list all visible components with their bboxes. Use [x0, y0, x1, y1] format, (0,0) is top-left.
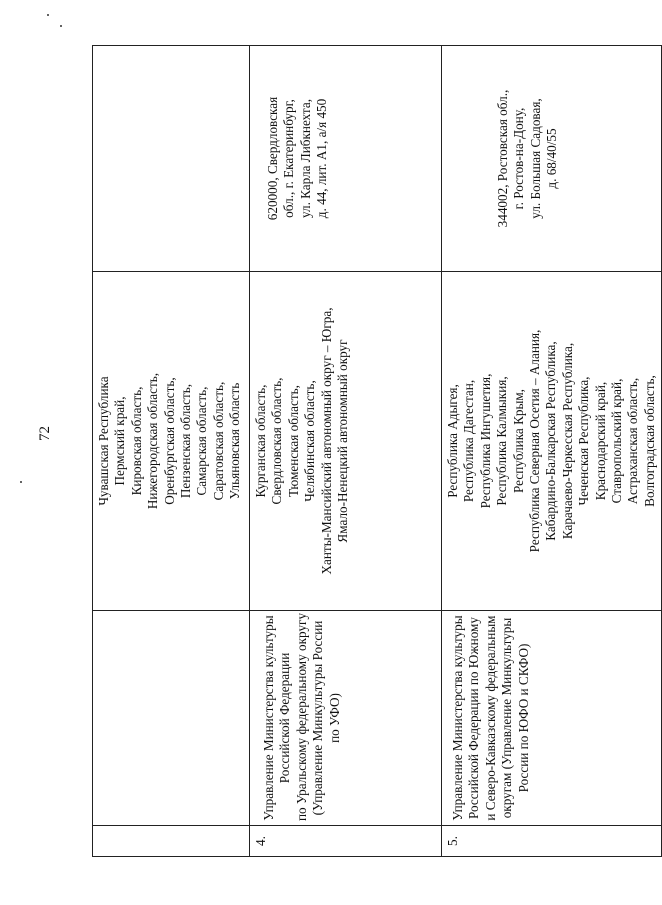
- scan-speck: [20, 481, 22, 483]
- region-line: Карачаево-Черкесская Республика,: [559, 342, 575, 540]
- address-line: 344002, Ростовская обл.,: [495, 89, 510, 228]
- region-line: Краснодарский край,: [592, 381, 608, 501]
- table-row: [93, 46, 250, 857]
- institution-name-cell: [442, 611, 662, 826]
- region-line: Республика Калмыкия,: [494, 376, 510, 506]
- region-line: Чеченская Республика,: [576, 376, 592, 506]
- address-line: д. 44, лит. А1, а/я 450: [314, 98, 330, 219]
- scan-speck: [47, 14, 49, 16]
- region-line: Республика Ингушетия,: [477, 373, 493, 509]
- address-line: ул. Карла Либкнехта,: [297, 99, 313, 219]
- region-line: Волгоградская область,: [641, 375, 657, 507]
- region-line: Курганская область,: [253, 384, 268, 498]
- name-line: Российской Федерации: [277, 652, 293, 784]
- region-line: Республика Адыгея,: [445, 384, 460, 498]
- name-line: округам (Управление Минкультуры: [499, 617, 515, 819]
- region-line: Кировская область,: [128, 386, 144, 496]
- region-line: Республика Крым,: [510, 389, 526, 493]
- region-line: Оренбургская область,: [161, 377, 177, 505]
- address: [265, 50, 331, 267]
- region-line: Ставропольский край,: [609, 378, 625, 504]
- institution-name: [261, 612, 343, 821]
- name-line: Российской Федерации по Южному: [466, 617, 482, 819]
- address-cell: [442, 46, 662, 272]
- institutions-table: [92, 45, 662, 857]
- address-line: 620000, Свердловская: [265, 96, 280, 221]
- name-line: (Управление Минкультуры России: [310, 620, 326, 816]
- page-number: 72: [37, 426, 53, 441]
- region-line: Тюменская область,: [285, 385, 301, 497]
- address-line: обл., г. Екатеринбург,: [281, 99, 297, 218]
- name-line: и Северо-Кавказскому федеральным: [482, 615, 498, 821]
- region-line: Свердловская область,: [269, 377, 285, 505]
- name-line: по УФО): [326, 693, 342, 743]
- regions-cell: [250, 272, 442, 611]
- region-line: Челябинская область,: [302, 380, 318, 502]
- region-line: Астраханская область,: [625, 377, 641, 505]
- region-line: Пензенская область,: [178, 383, 194, 499]
- region-line: Саратовская область,: [210, 381, 226, 501]
- region-line: Кабардино-Балкарская Республика,: [543, 341, 559, 541]
- region-line: Пермский край,: [112, 396, 128, 486]
- row-number-cell: [250, 826, 442, 857]
- row-number-cell: [93, 826, 250, 857]
- institution-name-cell: [250, 611, 442, 826]
- address-line: д. 68/40/55: [544, 128, 560, 189]
- region-line: Ямало-Ненецкий автономный округ: [335, 339, 351, 543]
- region-line: Ульяновская область: [227, 382, 243, 500]
- institution-name-cell: [93, 611, 250, 826]
- address-cell: [93, 46, 250, 272]
- name-line: Управление Министерства культуры: [450, 615, 465, 821]
- name-line: по Уральскому федеральному округу: [293, 612, 309, 821]
- regions-cell: [442, 272, 662, 611]
- region-line: Ханты-Мансийский автономный округ – Югра,: [318, 307, 334, 575]
- table-row: [442, 46, 662, 857]
- scan-speck: [60, 25, 62, 27]
- region-line: Чувашская Республика: [96, 376, 111, 506]
- row-number: 5.: [445, 836, 460, 846]
- region-line: Самарская область,: [194, 386, 210, 496]
- table-row: [250, 46, 442, 857]
- regions-cell: [93, 272, 250, 611]
- address-cell: [250, 46, 442, 272]
- name-line: России по ЮФО и СКФО): [515, 643, 531, 793]
- region-line: Республика Северная Осетия – Алания,: [527, 329, 543, 553]
- region-line: Республика Дагестан,: [461, 379, 477, 503]
- institution-name: [450, 615, 532, 821]
- rotated-table-wrapper: [92, 45, 657, 857]
- name-line: Управление Министерства культуры: [261, 615, 276, 821]
- row-number-cell: [442, 826, 662, 857]
- region-line: Нижегородская область,: [145, 372, 161, 510]
- address-line: ул. Большая Садовая,: [527, 98, 543, 219]
- address-line: г. Ростов-на-Дону,: [511, 107, 527, 210]
- address: [495, 50, 561, 267]
- row-number: 4.: [253, 836, 268, 846]
